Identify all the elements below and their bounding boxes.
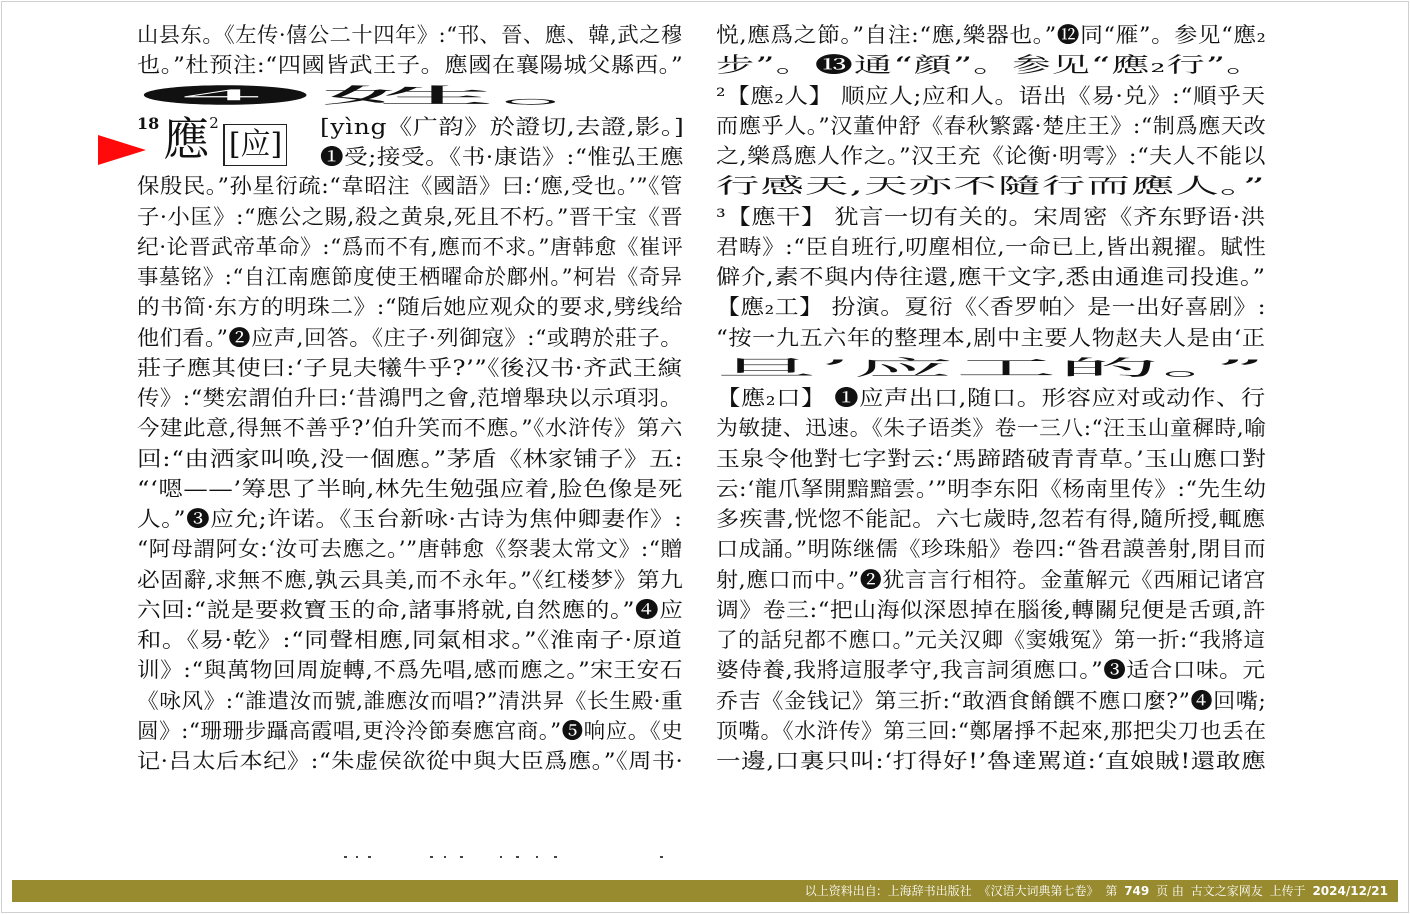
text-line: 和。《易·乾》:“同聲相應,同氣相求。”《淮南子·原道 [137,628,683,652]
entry-number: 18 [137,114,160,133]
text-line: 训》:“與萬物回周旋轉,不爲先唱,感而應之。”宋王安石 [137,658,683,683]
text-line: 僻介,素不與内侍往還,應干文字,悉由通進司投進。” [716,265,1266,289]
entry-headword [137,112,287,172]
text-line: 之,樂爲應人作之。”汉王充《论衡·明雩》:“夫人不能以 [716,144,1266,168]
text-line: 顶嘴。《水浒传》第三回:“鄭屠掙不起來,那把尖刀也丢在 [716,718,1267,743]
text-line: 记·吕太后本纪》:“朱虚侯欲從中與大臣爲應。”《周书· [137,749,684,773]
text-line: 保殷民。”孙星衍疏:“韋昭注《國語》曰:‘應,受也。’”《管 [137,174,683,199]
text-line: 步”。⓭通“顔”。参见“應₂行”。 [716,53,1266,78]
footer-book-title: 《汉语大词典第七卷》 [978,884,1099,898]
text-line: 【應₂口】 ❶应声出口,随口。形容应对或动作、行 [716,386,1266,410]
text-line: 为敏捷、迅速。《朱子语类》卷一三八:“汪玉山童穉時,喻 [716,416,1267,441]
entry-sense-number: 2 [209,114,219,132]
footer-source-label: 以上资料出自: [804,884,881,898]
text-line: ³【應干】 犹言一切有关的。宋周密《齐东野语·洪 [716,204,1266,229]
text-line: 玉泉令他對七字對云:‘馬蹄踏破青青草。’玉山應口對 [716,446,1267,471]
text-line: ²【應₂人】 顺应人;应和人。语出《易·兑》:“順乎天 [716,83,1266,108]
footer-page-suffix: 页 由 [1156,884,1184,898]
text-line: 调》卷三:“把山海似深恩掉在腦後,轉關兒便是舌頭,許 [716,597,1267,622]
text-line: 婆侍養,我將這服孝守,我言詞須應口。”❸适合口味。元 [716,658,1266,683]
text-line: 行感天,天亦不隨行而應人。” [716,174,1266,199]
footer-upload-label: 上传于 [1269,884,1306,898]
entry-character: 應 [163,112,210,166]
text-line: 乔吉《金钱记》第三折:“敢酒食餚饌不應口麼?”❹回嘴; [716,688,1267,713]
text-line: 人。”❸应允;许诺。《玉台新咏·古诗为焦仲卿妻作》: [137,507,683,531]
text-line: 六回:“説是要救寶玉的命,諸事將就,自然應的。”❹应 [137,597,684,622]
text-line: 事墓铭》:“自江南應節度使王栖曜命於鄜州。”柯岩《奇异 [137,265,683,289]
text-line: 纪·论晋武帝革命》:“爲而不有,應而不求。”唐韩愈《崔评 [137,234,684,259]
text-line: 一邊,口裏只叫:‘打得好!’魯達駡道:‘直娘賊!還敢應 [716,749,1267,773]
footer-uploader: 古文之家网友 [1190,884,1263,898]
text-line: ❹姓。 [137,83,679,108]
entry-definition-line: ❶受;接受。《书·康诰》:“惟弘王應 [320,145,685,169]
text-line: 射,應口而中。”❷犹言言行相符。金董解元《西厢记诸宫 [716,567,1266,592]
text-line: 口成誦。”明陈继儒《珍珠船》卷四:“昝君謨善射,閉目而 [716,537,1267,562]
footer-upload-date: 2024/12/21 [1312,884,1388,898]
text-line: 回:“由洒家叫唤,没一個應。”茅盾《林家铺子》五: [137,446,684,471]
text-line: 悦,應爲之節。”自注:“應,樂器也。”⓬同“雁”。参见“應₂ [716,23,1267,47]
footer-page-prefix: 第 [1105,884,1118,898]
text-line: 多疾書,恍惚不能記。六七歲時,忽若有得,隨所授,輒應 [716,507,1266,531]
entry-pronunciation-line: [yìng《广韵》於證切,去證,影。] [320,115,685,139]
text-line: “‘嗯——’筹思了半晌,林先生勉强应着,脸色像是死 [137,476,683,501]
text-line: 旦’应工的。” [716,355,1269,380]
text-line: 也。”杜预注:“四國皆武王子。應國在襄陽城父縣西。” [137,53,684,78]
text-line: 的书简·东方的明珠二》:“随后她应观众的要求,劈线给 [137,295,684,320]
text-line: 《咏风》:“誰遣汝而號,誰應汝而唱?”清洪昇《长生殿·重 [137,688,684,713]
footer-publisher: 上海辞书出版社 [887,884,972,898]
text-line: “阿母謂阿女:‘汝可去應之。’”唐韩愈《祭裴太常文》:“贈 [137,537,683,562]
red-pointer-arrow-icon [98,135,146,165]
scan-noise [340,855,680,859]
text-line: 山县东。《左传·僖公二十四年》:“邗、晉、應、韓,武之穆 [137,23,683,47]
text-line: 了的話兒都不應口。”元关汉卿《窦娥冤》第一折:“我將這 [716,628,1266,652]
entry-simplified-form: [应] [223,124,287,166]
source-footer-bar [12,880,1398,902]
footer-page-number: 749 [1124,884,1150,898]
text-line: 云:‘龍爪拏開黯黯雲。’”明李东阳《杨南里传》:“先生幼 [716,476,1267,501]
text-line: 圆》:“珊珊步躡高霞唱,更泠泠節奏應宫商。”❺响应。《史 [137,718,684,743]
text-line: 子·小匡》:“應公之賜,殺之黄泉,死且不朽。”晋干宝《晋 [137,204,684,229]
text-line: 今建此意,得無不善乎?’伯升笑而不應。”《水浒传》第六 [137,416,683,441]
text-line: 君畴》:“臣自班行,叨塵相位,一命已上,皆出親擢。賦性 [716,234,1267,259]
text-line: 【應₂工】 扮演。夏衍《〈香罗帕〉是一出好喜剧》: [716,295,1267,320]
text-line: 传》:“樊宏謂伯升曰:‘昔鴻門之會,范增舉玦以示項羽。 [137,386,683,410]
text-line: 而應乎人。”汉董仲舒《春秋繁露·楚庄王》:“制爲應天改 [716,113,1267,138]
text-line: 必固辭,求無不應,孰云具美,而不永年。”《红楼梦》第九 [137,567,684,592]
text-line: 他们看。”❷应声,回答。《庄子·列御寇》:“或聘於莊子。 [137,325,683,350]
text-line: “按一九五六年的整理本,剧中主要人物赵夫人是由‘正 [716,325,1266,350]
text-line: 莊子應其使曰:‘子見夫犧牛乎?’”《後汉书·齐武王縯 [137,355,683,380]
